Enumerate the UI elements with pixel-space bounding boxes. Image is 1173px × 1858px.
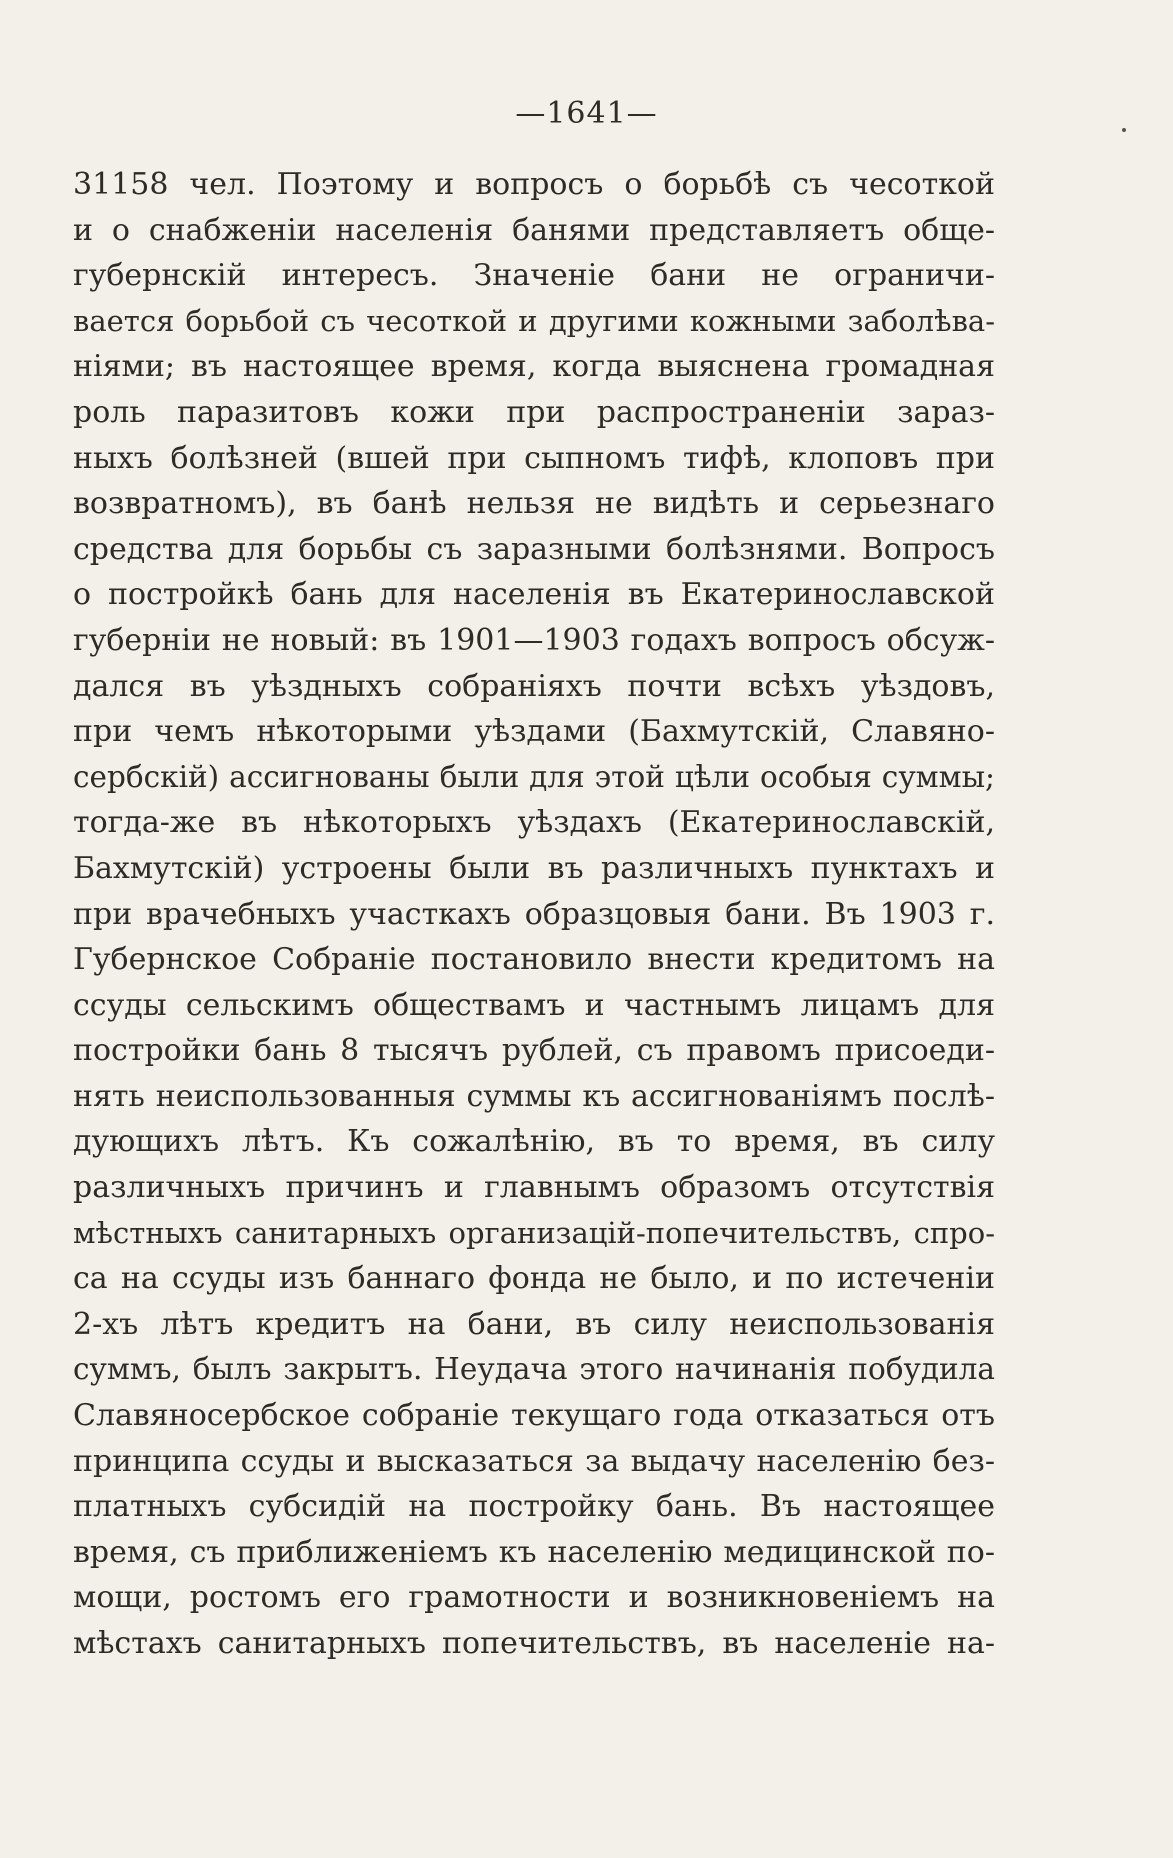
print-speck <box>1122 128 1126 132</box>
body-text <box>73 162 995 1667</box>
text-line: мощи, ростомъ его грамотности и возникновеніемъ на <box>73 1580 995 1616</box>
text-line: ныхъ болѣзней (вшей при сыпномъ тифѣ, клоповъ при <box>73 440 995 476</box>
text-line: время, съ приближеніемъ къ населенію медицинской по- <box>73 1534 995 1570</box>
text-line: принципа ссуды и высказаться за выдачу населенію без- <box>73 1443 995 1479</box>
text-line: 2-хъ лѣтъ кредитъ на бани, въ силу неиспользованія <box>73 1306 995 1342</box>
text-line: Губернское Собраніе постановило внести кредитомъ на <box>73 942 995 978</box>
text-line: вается борьбой съ чесоткой и другими кожными заболѣва- <box>73 303 995 338</box>
text-line: дался въ уѣздныхъ собраніяхъ почти всѣхъ уѣздовъ, <box>73 668 995 704</box>
text-line: различныхъ причинъ и главнымъ образомъ отсутствія <box>73 1170 995 1206</box>
text-line: средства для борьбы съ заразными болѣзнями. Вопросъ <box>73 531 995 567</box>
text-line: са на ссуды изъ баннаго фонда не было, и по истеченіи <box>73 1261 995 1297</box>
text-line: ніями; въ настоящее время, когда выяснена громадная <box>73 349 995 385</box>
text-line: губернскій интересъ. Значеніе бани не ограничи- <box>73 258 995 294</box>
text-line: возвратномъ), въ банѣ нельзя не видѣть и серьезнаго <box>73 486 995 522</box>
text-line: 31158 чел. Поэтому и вопросъ о борьбѣ съ чесоткой <box>73 167 995 202</box>
text-line: мѣстахъ санитарныхъ попечительствъ, въ населеніе на- <box>73 1626 995 1661</box>
text-line: сербскій) ассигнованы были для этой цѣли особыя суммы; <box>73 759 995 794</box>
page-number: —1641— <box>515 96 658 131</box>
text-line: суммъ, былъ закрытъ. Неудача этого начинанія побудила <box>73 1352 995 1387</box>
text-line: при врачебныхъ участкахъ образцовыя бани. Въ 1903 г. <box>73 896 995 932</box>
text-line: Бахмутскій) устроены были въ различныхъ пунктахъ и <box>73 850 995 886</box>
text-line: роль паразитовъ кожи при распространеніи зараз- <box>73 394 995 430</box>
text-line: при чемъ нѣкоторыми уѣздами (Бахмутскій, Славяно- <box>73 714 995 750</box>
text-line: мѣстныхъ санитарныхъ организацій-попечительствъ, спро- <box>73 1215 995 1250</box>
text-line: платныхъ субсидій на постройку бань. Въ настоящее <box>73 1489 995 1525</box>
text-line: нять неиспользованныя суммы къ ассигнованіямъ послѣ- <box>73 1078 995 1114</box>
text-line: ссуды сельскимъ обществамъ и частнымъ лицамъ для <box>73 987 995 1023</box>
text-line: тогда-же въ нѣкоторыхъ уѣздахъ (Екатеринославскій, <box>73 805 995 841</box>
text-line: и о снабженіи населенія банями представляетъ обще- <box>73 212 995 248</box>
text-line: дующихъ лѣтъ. Къ сожалѣнію, въ то время, въ силу <box>73 1124 995 1160</box>
text-line: о постройкѣ бань для населенія въ Екатеринославской <box>73 577 995 613</box>
text-line: постройки бань 8 тысячъ рублей, съ правомъ присоеди- <box>73 1033 995 1069</box>
text-line: Славяносербское собраніе текущаго года отказаться отъ <box>73 1398 995 1434</box>
text-line: губерніи не новый: въ 1901—1903 годахъ вопросъ обсуж- <box>73 622 995 658</box>
